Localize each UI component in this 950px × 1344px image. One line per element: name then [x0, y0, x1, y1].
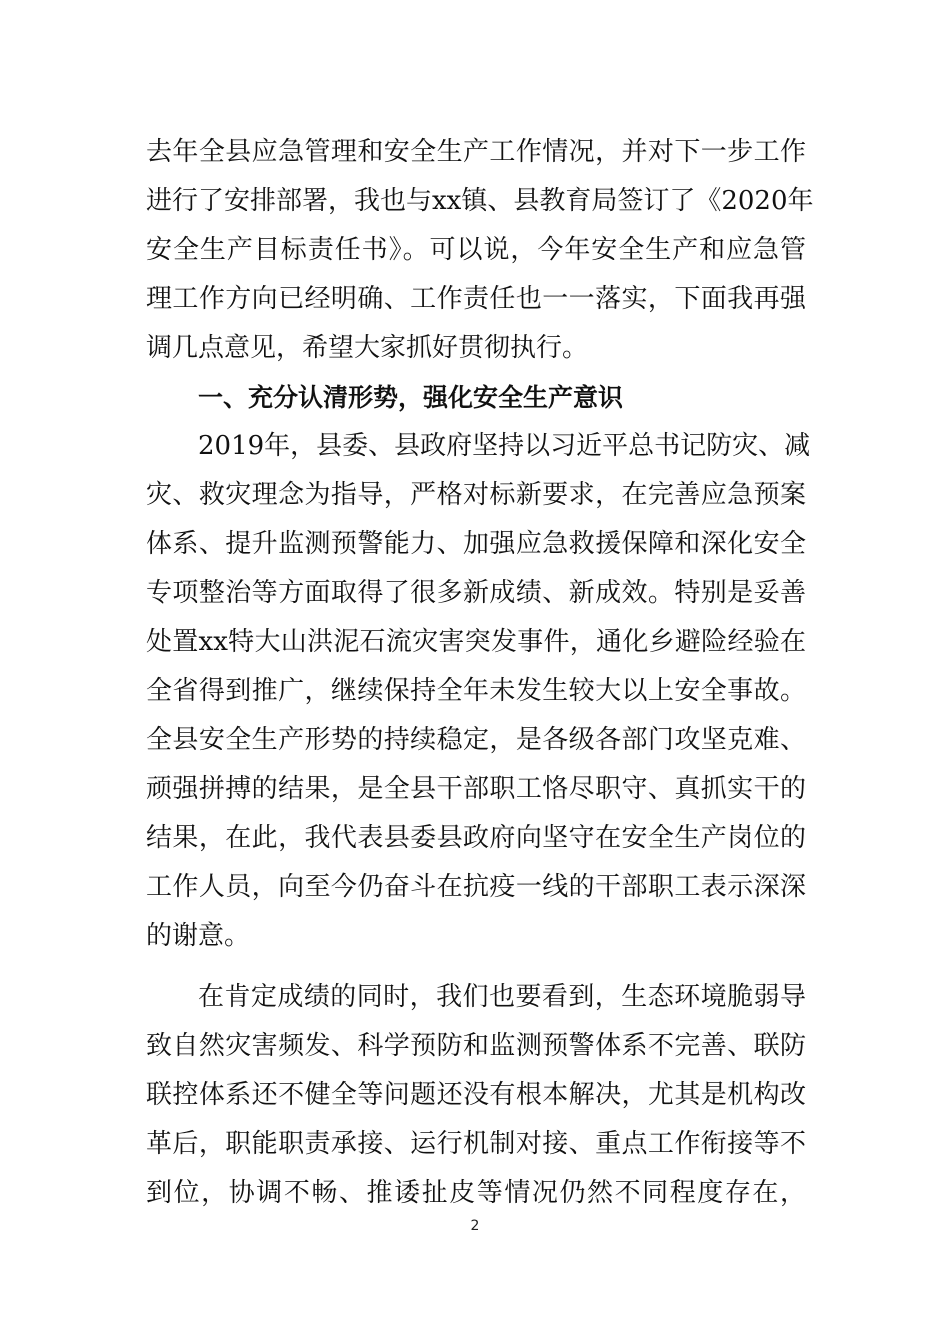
text-line: 致自然灾害频发、科学预防和监测预警体系不完善、联防: [146, 1031, 806, 1061]
text-line: 工作人员，向至今仍奋斗在抗疫一线的干部职工表示深深: [146, 872, 806, 902]
page-number: 2: [470, 1218, 480, 1234]
section-heading-1: [146, 373, 806, 422]
text-line: 专项整治等方面取得了很多新成绩、新成效。特别是妥善: [146, 578, 806, 608]
document-body: [146, 128, 814, 1218]
text-line: 进行了安排部署，我也与xx镇、县教育局签订了《2020年: [146, 186, 814, 216]
text-line: 到位，协调不畅、推诿扯皮等情况仍然不同程度存在，: [146, 1178, 806, 1208]
text-line: 灾、救灾理念为指导，严格对标新要求，在完善应急预案: [146, 480, 806, 510]
text-line: 处置xx特大山洪泥石流灾害突发事件，通化乡避险经验在: [146, 627, 806, 657]
paragraph-gap: [146, 961, 806, 973]
text-line: 体系、提升监测预警能力、加强应急救援保障和深化安全: [146, 529, 806, 559]
text-line: 结果，在此，我代表县委县政府向坚守在安全生产岗位的: [146, 823, 806, 853]
paragraph-1: [146, 128, 814, 373]
text-line: 全省得到推广，继续保持全年未发生较大以上安全事故。: [146, 676, 806, 706]
text-line: 去年全县应急管理和安全生产工作情况，并对下一步工作: [146, 137, 806, 167]
text-line: 顽强拼搏的结果，是全县干部职工恪尽职守、真抓实干的: [146, 774, 806, 804]
paragraph-2: [146, 422, 811, 961]
text-line: 革后，职能职责承接、运行机制对接、重点工作衔接等不: [146, 1129, 806, 1159]
paragraph-3: [146, 973, 806, 1218]
text-line: 2019年，县委、县政府坚持以习近平总书记防灾、减: [198, 431, 811, 461]
text-line: 联控体系还不健全等问题还没有根本解决，尤其是机构改: [146, 1080, 806, 1110]
text-line: 调几点意见，希望大家抓好贯彻执行。: [146, 333, 589, 363]
heading-text: 一、充分认清形势，强化安全生产意识: [198, 383, 624, 412]
text-line: 安全生产目标责任书》。可以说，今年安全生产和应急管: [146, 235, 806, 265]
text-line: 全县安全生产形势的持续稳定，是各级各部门攻坚克难、: [146, 725, 806, 755]
text-line: 在肯定成绩的同时，我们也要看到，生态环境脆弱导: [198, 982, 806, 1012]
text-line: 的谢意。: [146, 921, 251, 951]
text-line: 理工作方向已经明确、工作责任也一一落实，下面我再强: [146, 284, 806, 314]
